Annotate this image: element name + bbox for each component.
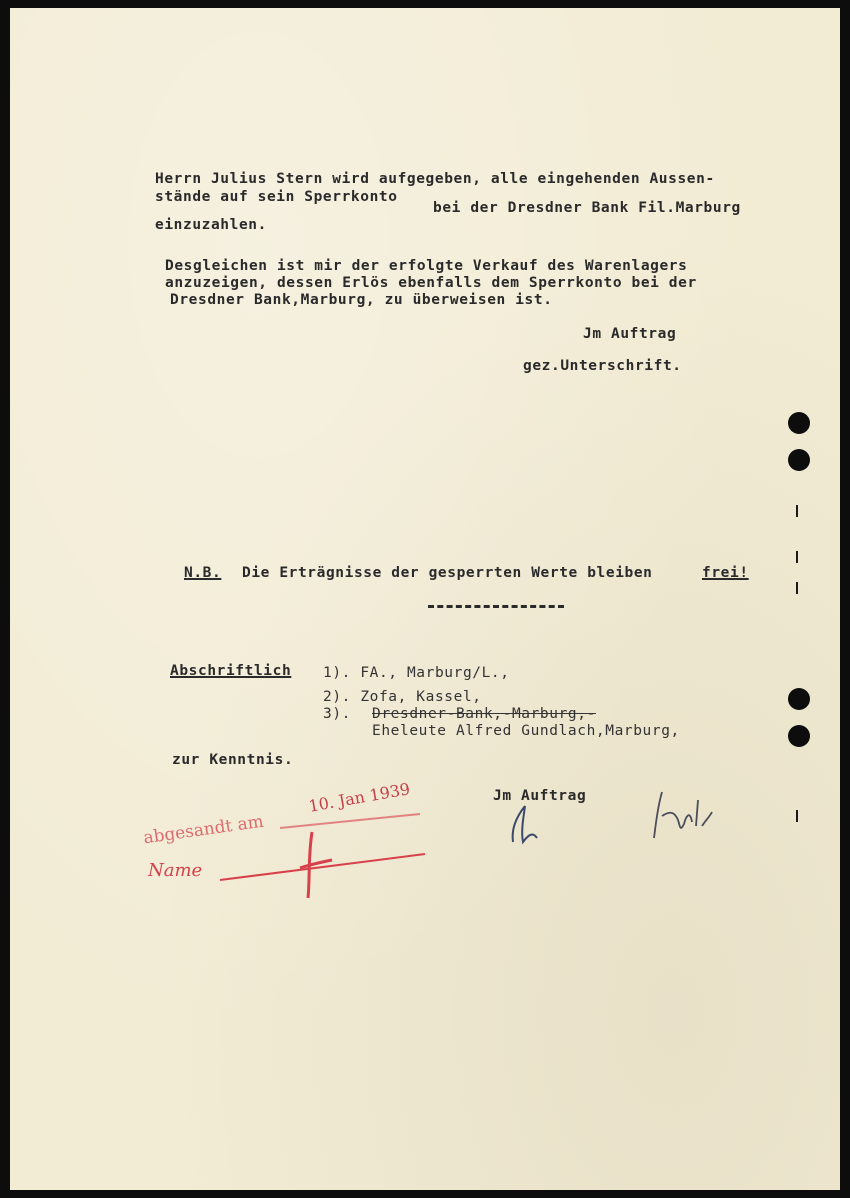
nb-text: Die Erträgnisse der gesperrten Werte bleiben bbox=[242, 565, 653, 581]
punch-hole bbox=[788, 449, 810, 471]
handwritten-initial-left bbox=[503, 798, 553, 848]
para1-line1: Herrn Julius Stern wird aufgegeben, alle eingehenden Aussen- bbox=[155, 171, 715, 187]
stamp-date: 10. Jan 1939 bbox=[307, 779, 412, 816]
nb-label: N.B. bbox=[184, 565, 222, 581]
edge-mark bbox=[796, 582, 798, 594]
copy-item-1: 1). FA., Marburg/L., bbox=[323, 665, 510, 681]
copy-item-2: 2). Zofa, Kassel, bbox=[323, 689, 482, 705]
stamp-lines bbox=[140, 798, 440, 918]
punch-hole bbox=[788, 725, 810, 747]
handwritten-initial-right bbox=[640, 786, 720, 846]
nb-emphasis: frei! bbox=[702, 565, 749, 581]
kenntnis-line: zur Kenntnis. bbox=[172, 752, 294, 768]
punch-hole bbox=[788, 688, 810, 710]
copy-item-3-number: 3). bbox=[323, 706, 351, 722]
para1-line2a: stände auf sein Sperrkonto bbox=[155, 189, 398, 205]
para2-line3: Dresdner Bank,Marburg, zu überweisen ist. bbox=[170, 292, 553, 308]
auftrag-line-2: Jm Auftrag bbox=[493, 788, 587, 804]
stamp-sent-label: abgesandt am bbox=[142, 811, 265, 849]
para1-line2b: bei der Dresdner Bank Fil.Marburg bbox=[433, 200, 741, 216]
edge-mark bbox=[796, 810, 798, 822]
edge-mark bbox=[796, 551, 798, 563]
stamp-name-label: Name bbox=[148, 860, 203, 881]
copy-item-3-struck: Dresdner-Bank,-Marburg,- bbox=[372, 706, 596, 722]
punch-hole bbox=[788, 412, 810, 434]
para2-line1: Desgleichen ist mir der erfolgte Verkauf des Warenlagers bbox=[165, 258, 688, 274]
typed-signature: gez.Unterschrift. bbox=[523, 358, 682, 374]
copy-item-3-continued: Eheleute Alfred Gundlach,Marburg, bbox=[372, 723, 680, 739]
edge-mark bbox=[796, 505, 798, 517]
document-page bbox=[10, 8, 840, 1190]
copies-label: Abschriftlich bbox=[170, 663, 292, 679]
para1-line3: einzuzahlen. bbox=[155, 217, 267, 233]
para2-line2: anzuzeigen, dessen Erlös ebenfalls dem Sperrkonto bei der bbox=[165, 275, 697, 291]
dash-divider bbox=[428, 605, 564, 608]
auftrag-line-1: Jm Auftrag bbox=[583, 326, 677, 342]
